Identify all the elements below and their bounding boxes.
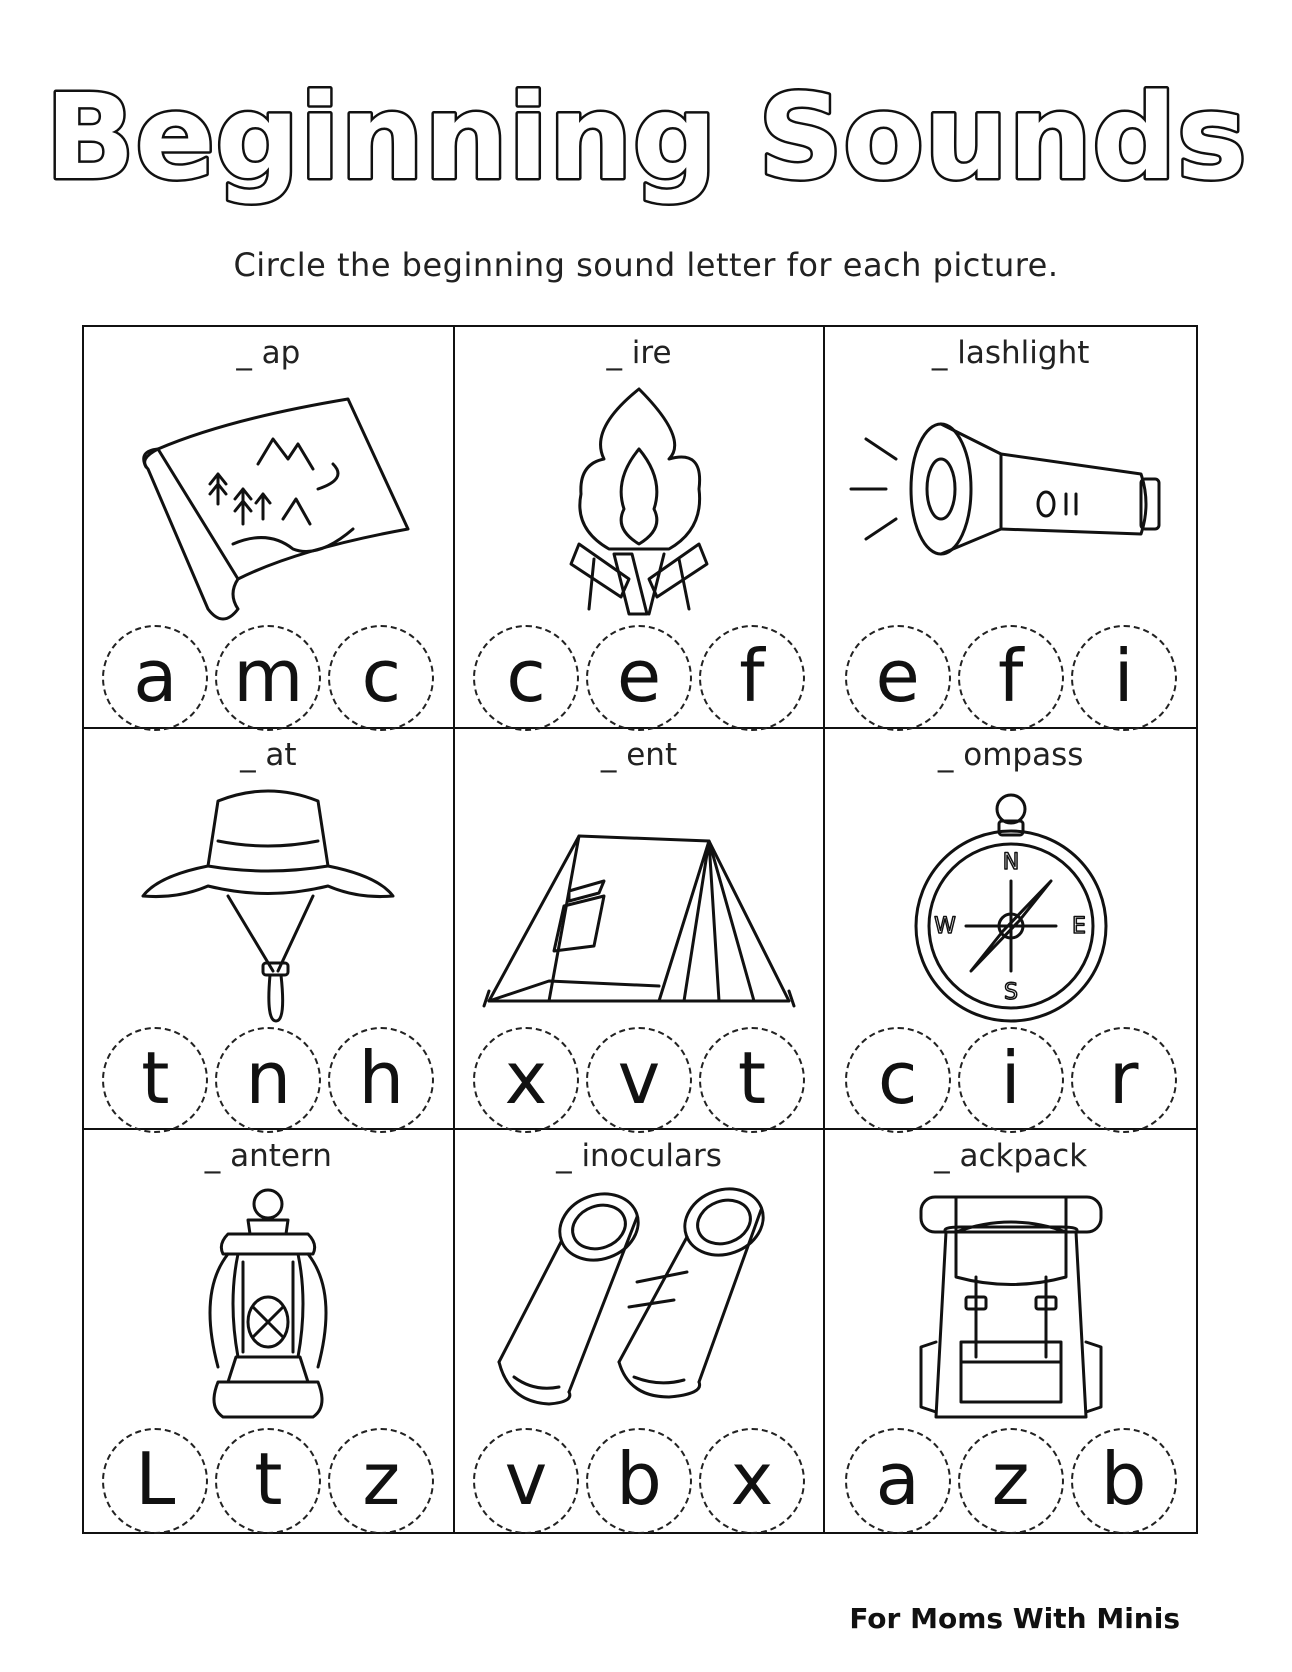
title-text: Beginning Sounds [45, 68, 1247, 206]
word-prompt: _ ire [606, 335, 672, 371]
binoculars-icon [469, 1182, 809, 1434]
letter-choice[interactable]: h [328, 1027, 434, 1133]
word-prompt: _ ompass [937, 736, 1084, 773]
letter-choice[interactable]: m [215, 625, 321, 731]
word-prompt: _ ackpack [934, 1138, 1088, 1175]
letter-choice[interactable]: t [215, 1428, 321, 1534]
page-title [0, 60, 1292, 210]
compass-west-label: W [933, 913, 956, 939]
flashlight-icon [841, 379, 1181, 631]
letter-choice[interactable]: b [1071, 1428, 1177, 1534]
letter-choice[interactable]: c [845, 1027, 951, 1133]
bucket-hat-icon [118, 781, 418, 1033]
tent-icon [469, 781, 809, 1033]
campfire-icon [489, 379, 789, 631]
letter-choice[interactable]: z [958, 1428, 1064, 1534]
worksheet-cell-fire [455, 327, 826, 729]
worksheet-cell-backpack [825, 1130, 1196, 1532]
letter-choice[interactable]: z [328, 1428, 434, 1534]
word-prompt: _ inoculars [556, 1138, 722, 1175]
footer-brand: For Moms With Minis [849, 1602, 1180, 1635]
worksheet-grid [82, 325, 1198, 1534]
worksheet-cell-flashlight [825, 327, 1196, 729]
word-prompt: _ antern [204, 1138, 332, 1175]
compass-icon [861, 781, 1161, 1033]
instructions: Circle the beginning sound letter for each picture. [233, 246, 1059, 284]
letter-choice[interactable]: v [473, 1428, 579, 1534]
worksheet-cell-tent [455, 729, 826, 1131]
letter-choice[interactable]: L [102, 1428, 208, 1534]
lantern-icon [118, 1182, 418, 1434]
letter-choice[interactable]: i [1071, 625, 1177, 731]
letter-choice[interactable]: t [699, 1027, 805, 1133]
compass-north-label: N [1002, 849, 1019, 875]
letter-choice[interactable]: c [473, 625, 579, 731]
letter-choice[interactable]: t [102, 1027, 208, 1133]
letter-choice[interactable]: v [586, 1027, 692, 1133]
worksheet-cell-binoculars [455, 1130, 826, 1532]
letter-choice[interactable]: x [473, 1027, 579, 1133]
letter-choice[interactable]: x [699, 1428, 805, 1534]
letter-choice[interactable]: a [845, 1428, 951, 1534]
word-prompt: _ ap [236, 335, 301, 371]
word-prompt: _ ent [600, 736, 678, 773]
worksheet-cell-compass [825, 729, 1196, 1131]
worksheet-cell-hat [84, 729, 455, 1131]
letter-choice[interactable]: e [586, 625, 692, 731]
map-icon [118, 379, 418, 631]
compass-south-label: S [1003, 979, 1018, 1005]
letter-choice[interactable]: r [1071, 1027, 1177, 1133]
letter-choice[interactable]: f [958, 625, 1064, 731]
worksheet-cell-map [84, 327, 455, 729]
word-prompt: _ at [240, 736, 297, 773]
compass-east-label: E [1071, 913, 1086, 939]
letter-choice[interactable]: f [699, 625, 805, 731]
letter-choice[interactable]: c [328, 625, 434, 731]
backpack-icon [861, 1182, 1161, 1434]
letter-choice[interactable]: i [958, 1027, 1064, 1133]
letter-choice[interactable]: a [102, 625, 208, 731]
word-prompt: _ lashlight [931, 335, 1090, 371]
letter-choice[interactable]: b [586, 1428, 692, 1534]
title-outline-text [0, 60, 1292, 210]
worksheet-cell-lantern [84, 1130, 455, 1532]
letter-choice[interactable]: e [845, 625, 951, 731]
letter-choice[interactable]: n [215, 1027, 321, 1133]
